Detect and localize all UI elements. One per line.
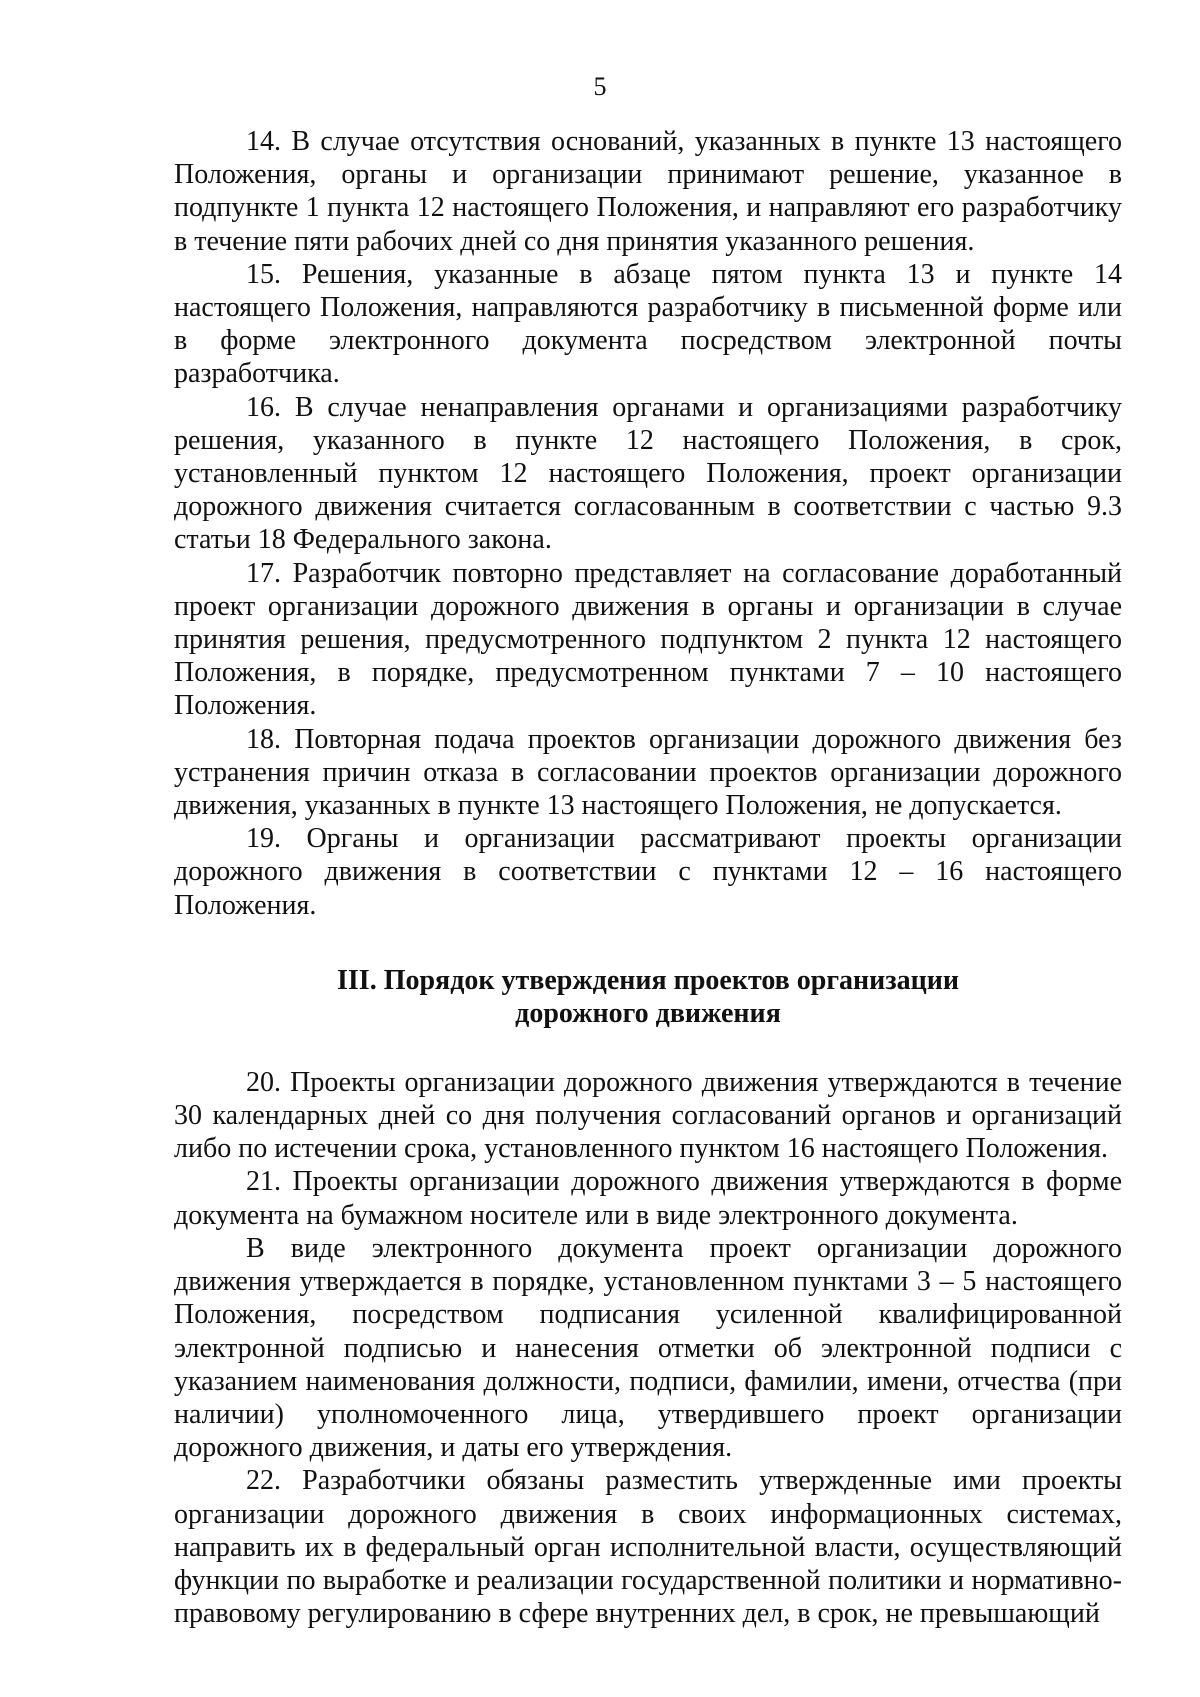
paragraph-22: 22. Разработчики обязаны разместить утвержденные ими проекты организации дорожного движения в своих информационных системах, направить их в федеральный орган исполнительной власти, осуществляющий функции по выработке и реализации государственной политики и нормативно-правовому регулированию в сфере внутренних дел, в срок, не превышающий <box>174 1465 1122 1630</box>
paragraph-19: 19. Органы и организации рассматривают проекты организации дорожного движения в соответствии с пунктами 12 – 16 настоящего Положения. <box>174 823 1122 921</box>
paragraph-16: 16. В случае ненаправления органами и организациями разработчику решения, указанного в пункте 12 настоящего Положения, в срок, установленный пунктом 12 настоящего Положения, проект организации дорожного движения считается согласованным в соответствии с частью 9.3 статьи 18 Федерального закона. <box>174 391 1122 556</box>
section-heading-line-1: III. Порядок утверждения проектов организации <box>337 964 959 996</box>
document-body <box>174 125 1122 1630</box>
section-heading <box>174 964 1122 1030</box>
paragraph-17: 17. Разработчик повторно представляет на согласование доработанный проект организации дорожного движения в органы и организации в случае принятия решения, предусмотренного подпунктом 2 пункта 12 настоящего Положения, в порядке, предусмотренном пунктами 7 – 10 настоящего Положения. <box>174 557 1122 722</box>
paragraph-15: 15. Решения, указанные в абзаце пятом пункта 13 и пункте 14 настоящего Положения, направляются разработчику в письменной форме или в форме электронного документа посредством электронной почты разработчика. <box>174 258 1122 390</box>
paragraph-18: 18. Повторная подача проектов организации дорожного движения без устранения причин отказа в согласовании проектов организации дорожного движения, указанных в пункте 13 настоящего Положения, не допускается. <box>174 723 1122 822</box>
page-number: 5 <box>593 72 607 101</box>
paragraph-20: 20. Проекты организации дорожного движения утверждаются в течение 30 календарных дней со дня получения согласований органов и организаций либо по истечении срока, установленного пунктом 16 настоящего Положения. <box>174 1066 1122 1165</box>
paragraph-21-continued: В виде электронного документа проект организации дорожного движения утверждается в порядке, установленном пунктами 3 – 5 настоящего Положения, посредством подписания усиленной квалифицированной электронной подписью и нанесения отметки об электронной подписи с указанием наименования должности, подписи, фамилии, имени, отчества (при наличии) уполномоченного лица, утвердившего проект организации дорожного движения, и даты его утверждения. <box>174 1232 1122 1464</box>
section-heading-line-2: дорожного движения <box>515 997 781 1029</box>
paragraph-21: 21. Проекты организации дорожного движения утверждаются в форме документа на бумажном носителе или в виде электронного документа. <box>174 1166 1122 1231</box>
paragraph-14: 14. В случае отсутствия оснований, указанных в пункте 13 настоящего Положения, органы и организации принимают решение, указанное в подпункте 1 пункта 12 настоящего Положения, и направляют его разработчику в течение пяти рабочих дней со дня принятия указанного решения. <box>174 126 1122 257</box>
